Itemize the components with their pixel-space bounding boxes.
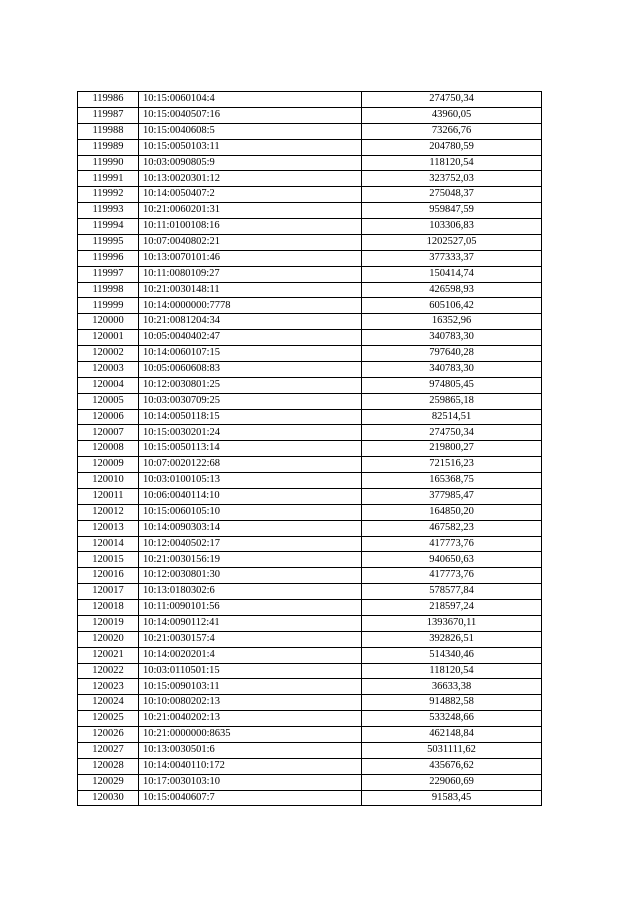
- row-amount-cell: 462148,84: [362, 727, 542, 743]
- table-row: [78, 266, 542, 282]
- row-amount-cell: 5031111,62: [362, 742, 542, 758]
- data-table: [77, 91, 542, 806]
- row-id-cell: 120021: [78, 647, 139, 663]
- table-row: [78, 758, 542, 774]
- row-amount-cell: 16352,96: [362, 314, 542, 330]
- table-row: [78, 647, 542, 663]
- row-id-cell: 120023: [78, 679, 139, 695]
- table-body: [78, 92, 542, 806]
- row-id-cell: 120016: [78, 568, 139, 584]
- row-id-cell: 119999: [78, 298, 139, 314]
- table-row: [78, 330, 542, 346]
- row-id-cell: 120013: [78, 520, 139, 536]
- row-amount-cell: 974805,45: [362, 377, 542, 393]
- row-amount-cell: 73266,76: [362, 123, 542, 139]
- row-code-cell: 10:14:0000000:7778: [139, 298, 362, 314]
- row-code-cell: 10:15:0040607:7: [139, 790, 362, 806]
- row-amount-cell: 1202527,05: [362, 234, 542, 250]
- row-amount-cell: 426598,93: [362, 282, 542, 298]
- row-code-cell: 10:15:0060104:4: [139, 92, 362, 108]
- row-id-cell: 120018: [78, 600, 139, 616]
- row-amount-cell: 578577,84: [362, 584, 542, 600]
- table-row: [78, 282, 542, 298]
- row-amount-cell: 274750,34: [362, 425, 542, 441]
- row-code-cell: 10:17:0030103:10: [139, 774, 362, 790]
- row-amount-cell: 274750,34: [362, 92, 542, 108]
- table-row: [78, 457, 542, 473]
- row-amount-cell: 150414,74: [362, 266, 542, 282]
- row-code-cell: 10:15:0050113:14: [139, 441, 362, 457]
- table-row: [78, 600, 542, 616]
- table-row: [78, 679, 542, 695]
- table-row: [78, 536, 542, 552]
- row-code-cell: 10:14:0090303:14: [139, 520, 362, 536]
- row-id-cell: 119993: [78, 203, 139, 219]
- row-amount-cell: 959847,59: [362, 203, 542, 219]
- table-row: [78, 92, 542, 108]
- row-code-cell: 10:11:0090101:56: [139, 600, 362, 616]
- row-amount-cell: 218597,24: [362, 600, 542, 616]
- row-id-cell: 119987: [78, 107, 139, 123]
- row-id-cell: 119991: [78, 171, 139, 187]
- row-amount-cell: 435676,62: [362, 758, 542, 774]
- row-id-cell: 120025: [78, 711, 139, 727]
- row-amount-cell: 229060,69: [362, 774, 542, 790]
- table-row: [78, 346, 542, 362]
- row-id-cell: 119992: [78, 187, 139, 203]
- row-id-cell: 120010: [78, 473, 139, 489]
- row-id-cell: 120012: [78, 504, 139, 520]
- row-code-cell: 10:05:0040402:47: [139, 330, 362, 346]
- table-row: [78, 711, 542, 727]
- table-row: [78, 123, 542, 139]
- row-id-cell: 120008: [78, 441, 139, 457]
- row-amount-cell: 118120,54: [362, 663, 542, 679]
- row-id-cell: 120026: [78, 727, 139, 743]
- row-code-cell: 10:13:0180302:6: [139, 584, 362, 600]
- row-amount-cell: 340783,30: [362, 361, 542, 377]
- row-code-cell: 10:21:0040202:13: [139, 711, 362, 727]
- row-code-cell: 10:21:0000000:8635: [139, 727, 362, 743]
- row-id-cell: 120009: [78, 457, 139, 473]
- table-row: [78, 488, 542, 504]
- table-row: [78, 790, 542, 806]
- row-id-cell: 120001: [78, 330, 139, 346]
- table-row: [78, 520, 542, 536]
- row-id-cell: 120030: [78, 790, 139, 806]
- row-amount-cell: 219800,27: [362, 441, 542, 457]
- row-code-cell: 10:11:0100108:16: [139, 219, 362, 235]
- row-code-cell: 10:12:0030801:30: [139, 568, 362, 584]
- row-id-cell: 120020: [78, 631, 139, 647]
- row-id-cell: 119994: [78, 219, 139, 235]
- row-code-cell: 10:14:0050407:2: [139, 187, 362, 203]
- row-id-cell: 120002: [78, 346, 139, 362]
- row-amount-cell: 259865,18: [362, 393, 542, 409]
- row-code-cell: 10:15:0060105:10: [139, 504, 362, 520]
- table-row: [78, 504, 542, 520]
- row-code-cell: 10:15:0050103:11: [139, 139, 362, 155]
- row-amount-cell: 914882,58: [362, 695, 542, 711]
- row-amount-cell: 118120,54: [362, 155, 542, 171]
- row-code-cell: 10:21:0060201:31: [139, 203, 362, 219]
- table-row: [78, 409, 542, 425]
- row-id-cell: 120019: [78, 615, 139, 631]
- row-amount-cell: 377985,47: [362, 488, 542, 504]
- row-code-cell: 10:21:0030148:11: [139, 282, 362, 298]
- row-amount-cell: 605106,42: [362, 298, 542, 314]
- row-amount-cell: 721516,23: [362, 457, 542, 473]
- table-row: [78, 441, 542, 457]
- row-amount-cell: 467582,23: [362, 520, 542, 536]
- row-code-cell: 10:13:0020301:12: [139, 171, 362, 187]
- row-amount-cell: 417773,76: [362, 568, 542, 584]
- row-id-cell: 119998: [78, 282, 139, 298]
- table-row: [78, 171, 542, 187]
- table-row: [78, 187, 542, 203]
- row-amount-cell: 103306,83: [362, 219, 542, 235]
- row-amount-cell: 533248,66: [362, 711, 542, 727]
- table-row: [78, 695, 542, 711]
- table-row: [78, 393, 542, 409]
- row-id-cell: 119990: [78, 155, 139, 171]
- row-id-cell: 119986: [78, 92, 139, 108]
- row-id-cell: 119989: [78, 139, 139, 155]
- row-code-cell: 10:14:0050118:15: [139, 409, 362, 425]
- row-code-cell: 10:21:0081204:34: [139, 314, 362, 330]
- row-code-cell: 10:06:0040114:10: [139, 488, 362, 504]
- row-code-cell: 10:15:0040507:16: [139, 107, 362, 123]
- row-id-cell: 119995: [78, 234, 139, 250]
- table-row: [78, 774, 542, 790]
- table-row: [78, 584, 542, 600]
- row-id-cell: 120029: [78, 774, 139, 790]
- row-code-cell: 10:14:0060107:15: [139, 346, 362, 362]
- table-row: [78, 361, 542, 377]
- row-id-cell: 120004: [78, 377, 139, 393]
- row-id-cell: 120017: [78, 584, 139, 600]
- row-amount-cell: 1393670,11: [362, 615, 542, 631]
- row-code-cell: 10:13:0030501:6: [139, 742, 362, 758]
- row-amount-cell: 340783,30: [362, 330, 542, 346]
- row-id-cell: 120028: [78, 758, 139, 774]
- table-row: [78, 155, 542, 171]
- row-id-cell: 119988: [78, 123, 139, 139]
- row-id-cell: 120015: [78, 552, 139, 568]
- table-row: [78, 314, 542, 330]
- row-amount-cell: 204780,59: [362, 139, 542, 155]
- row-code-cell: 10:11:0080109:27: [139, 266, 362, 282]
- row-id-cell: 120007: [78, 425, 139, 441]
- table-row: [78, 234, 542, 250]
- table-row: [78, 107, 542, 123]
- row-amount-cell: 940650,63: [362, 552, 542, 568]
- row-code-cell: 10:21:0030157:4: [139, 631, 362, 647]
- row-id-cell: 120014: [78, 536, 139, 552]
- table-row: [78, 298, 542, 314]
- row-amount-cell: 392826,51: [362, 631, 542, 647]
- row-id-cell: 119997: [78, 266, 139, 282]
- row-id-cell: 120000: [78, 314, 139, 330]
- row-code-cell: 10:14:0090112:41: [139, 615, 362, 631]
- row-amount-cell: 36633,38: [362, 679, 542, 695]
- table-row: [78, 425, 542, 441]
- row-amount-cell: 514340,46: [362, 647, 542, 663]
- row-code-cell: 10:15:0030201:24: [139, 425, 362, 441]
- row-id-cell: 120011: [78, 488, 139, 504]
- row-code-cell: 10:12:0040502:17: [139, 536, 362, 552]
- row-code-cell: 10:10:0080202:13: [139, 695, 362, 711]
- table-row: [78, 552, 542, 568]
- row-amount-cell: 164850,20: [362, 504, 542, 520]
- row-code-cell: 10:03:0100105:13: [139, 473, 362, 489]
- row-amount-cell: 377333,37: [362, 250, 542, 266]
- row-id-cell: 120022: [78, 663, 139, 679]
- row-code-cell: 10:15:0090103:11: [139, 679, 362, 695]
- table-row: [78, 250, 542, 266]
- row-amount-cell: 165368,75: [362, 473, 542, 489]
- row-amount-cell: 43960,05: [362, 107, 542, 123]
- table-row: [78, 473, 542, 489]
- row-code-cell: 10:13:0070101:46: [139, 250, 362, 266]
- row-code-cell: 10:07:0020122:68: [139, 457, 362, 473]
- row-amount-cell: 417773,76: [362, 536, 542, 552]
- row-code-cell: 10:21:0030156:19: [139, 552, 362, 568]
- row-code-cell: 10:03:0030709:25: [139, 393, 362, 409]
- table-row: [78, 727, 542, 743]
- row-code-cell: 10:05:0060608:83: [139, 361, 362, 377]
- row-code-cell: 10:14:0020201:4: [139, 647, 362, 663]
- table-row: [78, 663, 542, 679]
- row-amount-cell: 275048,37: [362, 187, 542, 203]
- row-id-cell: 119996: [78, 250, 139, 266]
- table-row: [78, 377, 542, 393]
- row-code-cell: 10:12:0030801:25: [139, 377, 362, 393]
- table-row: [78, 139, 542, 155]
- table-row: [78, 631, 542, 647]
- table-row: [78, 615, 542, 631]
- table-row: [78, 742, 542, 758]
- row-code-cell: 10:07:0040802:21: [139, 234, 362, 250]
- row-id-cell: 120003: [78, 361, 139, 377]
- row-id-cell: 120006: [78, 409, 139, 425]
- row-code-cell: 10:15:0040608:5: [139, 123, 362, 139]
- row-amount-cell: 82514,51: [362, 409, 542, 425]
- row-code-cell: 10:03:0090805:9: [139, 155, 362, 171]
- table-row: [78, 203, 542, 219]
- row-id-cell: 120027: [78, 742, 139, 758]
- row-amount-cell: 323752,03: [362, 171, 542, 187]
- row-id-cell: 120024: [78, 695, 139, 711]
- row-code-cell: 10:03:0110501:15: [139, 663, 362, 679]
- row-id-cell: 120005: [78, 393, 139, 409]
- row-amount-cell: 91583,45: [362, 790, 542, 806]
- table-row: [78, 568, 542, 584]
- row-code-cell: 10:14:0040110:172: [139, 758, 362, 774]
- row-amount-cell: 797640,28: [362, 346, 542, 362]
- table-row: [78, 219, 542, 235]
